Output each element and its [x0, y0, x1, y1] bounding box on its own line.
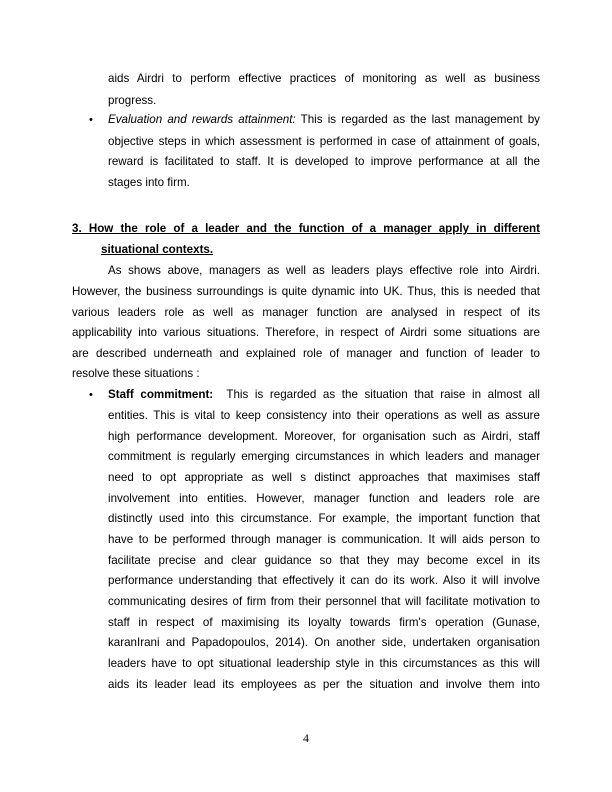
staff-line: have to be performed through manager is communication. It will aids person to: [108, 533, 540, 546]
bullet-marker: •: [89, 114, 93, 126]
evaluation-first-line: [108, 113, 540, 127]
paragraph-line: are described underneath and explained role of manager and function of leader to: [72, 347, 540, 360]
bullet-marker: •: [89, 389, 93, 401]
paragraph-line: applicability into various situations. Therefore, in respect of Airdri some situations are: [72, 326, 540, 339]
staff-line: aids its leader lead its employees as per the situation and involve them into: [108, 678, 540, 691]
staff-line: facilitate precise and clear guidance so that they may become excel in its: [108, 554, 540, 567]
evaluation-line: reward is facilitated to staff. It is developed to improve performance at all the: [108, 155, 540, 168]
evaluation-first-rest: This is regarded as the last management by: [300, 113, 540, 126]
paragraph-line: various leaders role as well as manager function are analysed in respect of its: [72, 306, 540, 319]
staff-line: karanIrani and Papadopoulos, 2014). On another side, undertaken organisation: [108, 636, 540, 649]
page-number: 4: [303, 731, 309, 745]
intro-line: progress.: [108, 94, 157, 107]
staff-line: communicating desires of firm from their personnel that will facilitate motivation to: [108, 595, 540, 608]
intro-line: aids Airdri to perform effective practices of monitoring as well as business: [108, 72, 540, 85]
staff-line: entities. This is vital to keep consistency into their operations as well as assure: [108, 409, 540, 422]
evaluation-line: stages into firm.: [108, 176, 190, 189]
staff-first-line: [108, 388, 540, 402]
staff-line: high performance development. Moreover, for organisation such as Airdri, staff: [108, 430, 540, 443]
staff-line: distinctly used into this circumstance. For example, the important function that: [108, 512, 540, 525]
paragraph-line: However, the business surroundings is quite dynamic into UK. Thus, this is needed that: [72, 285, 540, 298]
staff-first-rest: This is regarded as the situation that raise in almost all: [226, 388, 540, 401]
evaluation-term: Evaluation and rewards attainment:: [108, 113, 296, 126]
staff-line: performance understanding that effectively it can do its work. Also it will involve: [108, 574, 540, 587]
section-heading: 3. How the role of a leader and the function of a manager apply in different: [72, 222, 540, 235]
paragraph-line: As shows above, managers as well as leaders plays effective role into Airdri.: [108, 264, 540, 277]
staff-line: need to opt appropriate as well s distinct approaches that maximises staff: [108, 471, 540, 484]
paragraph-line: resolve these situations :: [72, 367, 200, 380]
section-heading-cont: situational contexts.: [101, 243, 214, 256]
staff-term: Staff commitment:: [108, 388, 214, 401]
staff-line: leaders have to opt situational leadership style in this circumstances as this will: [108, 657, 540, 670]
staff-line: commitment is regularly emerging circumstances in which leaders and manager: [108, 450, 540, 463]
evaluation-line: objective steps in which assessment is performed in case of attainment of goals,: [108, 135, 540, 148]
staff-line: involvement into entities. However, manager function and leaders role are: [108, 492, 540, 505]
staff-line: staff in respect of maximising its loyalty towards firm's operation (Gunase,: [108, 616, 540, 629]
